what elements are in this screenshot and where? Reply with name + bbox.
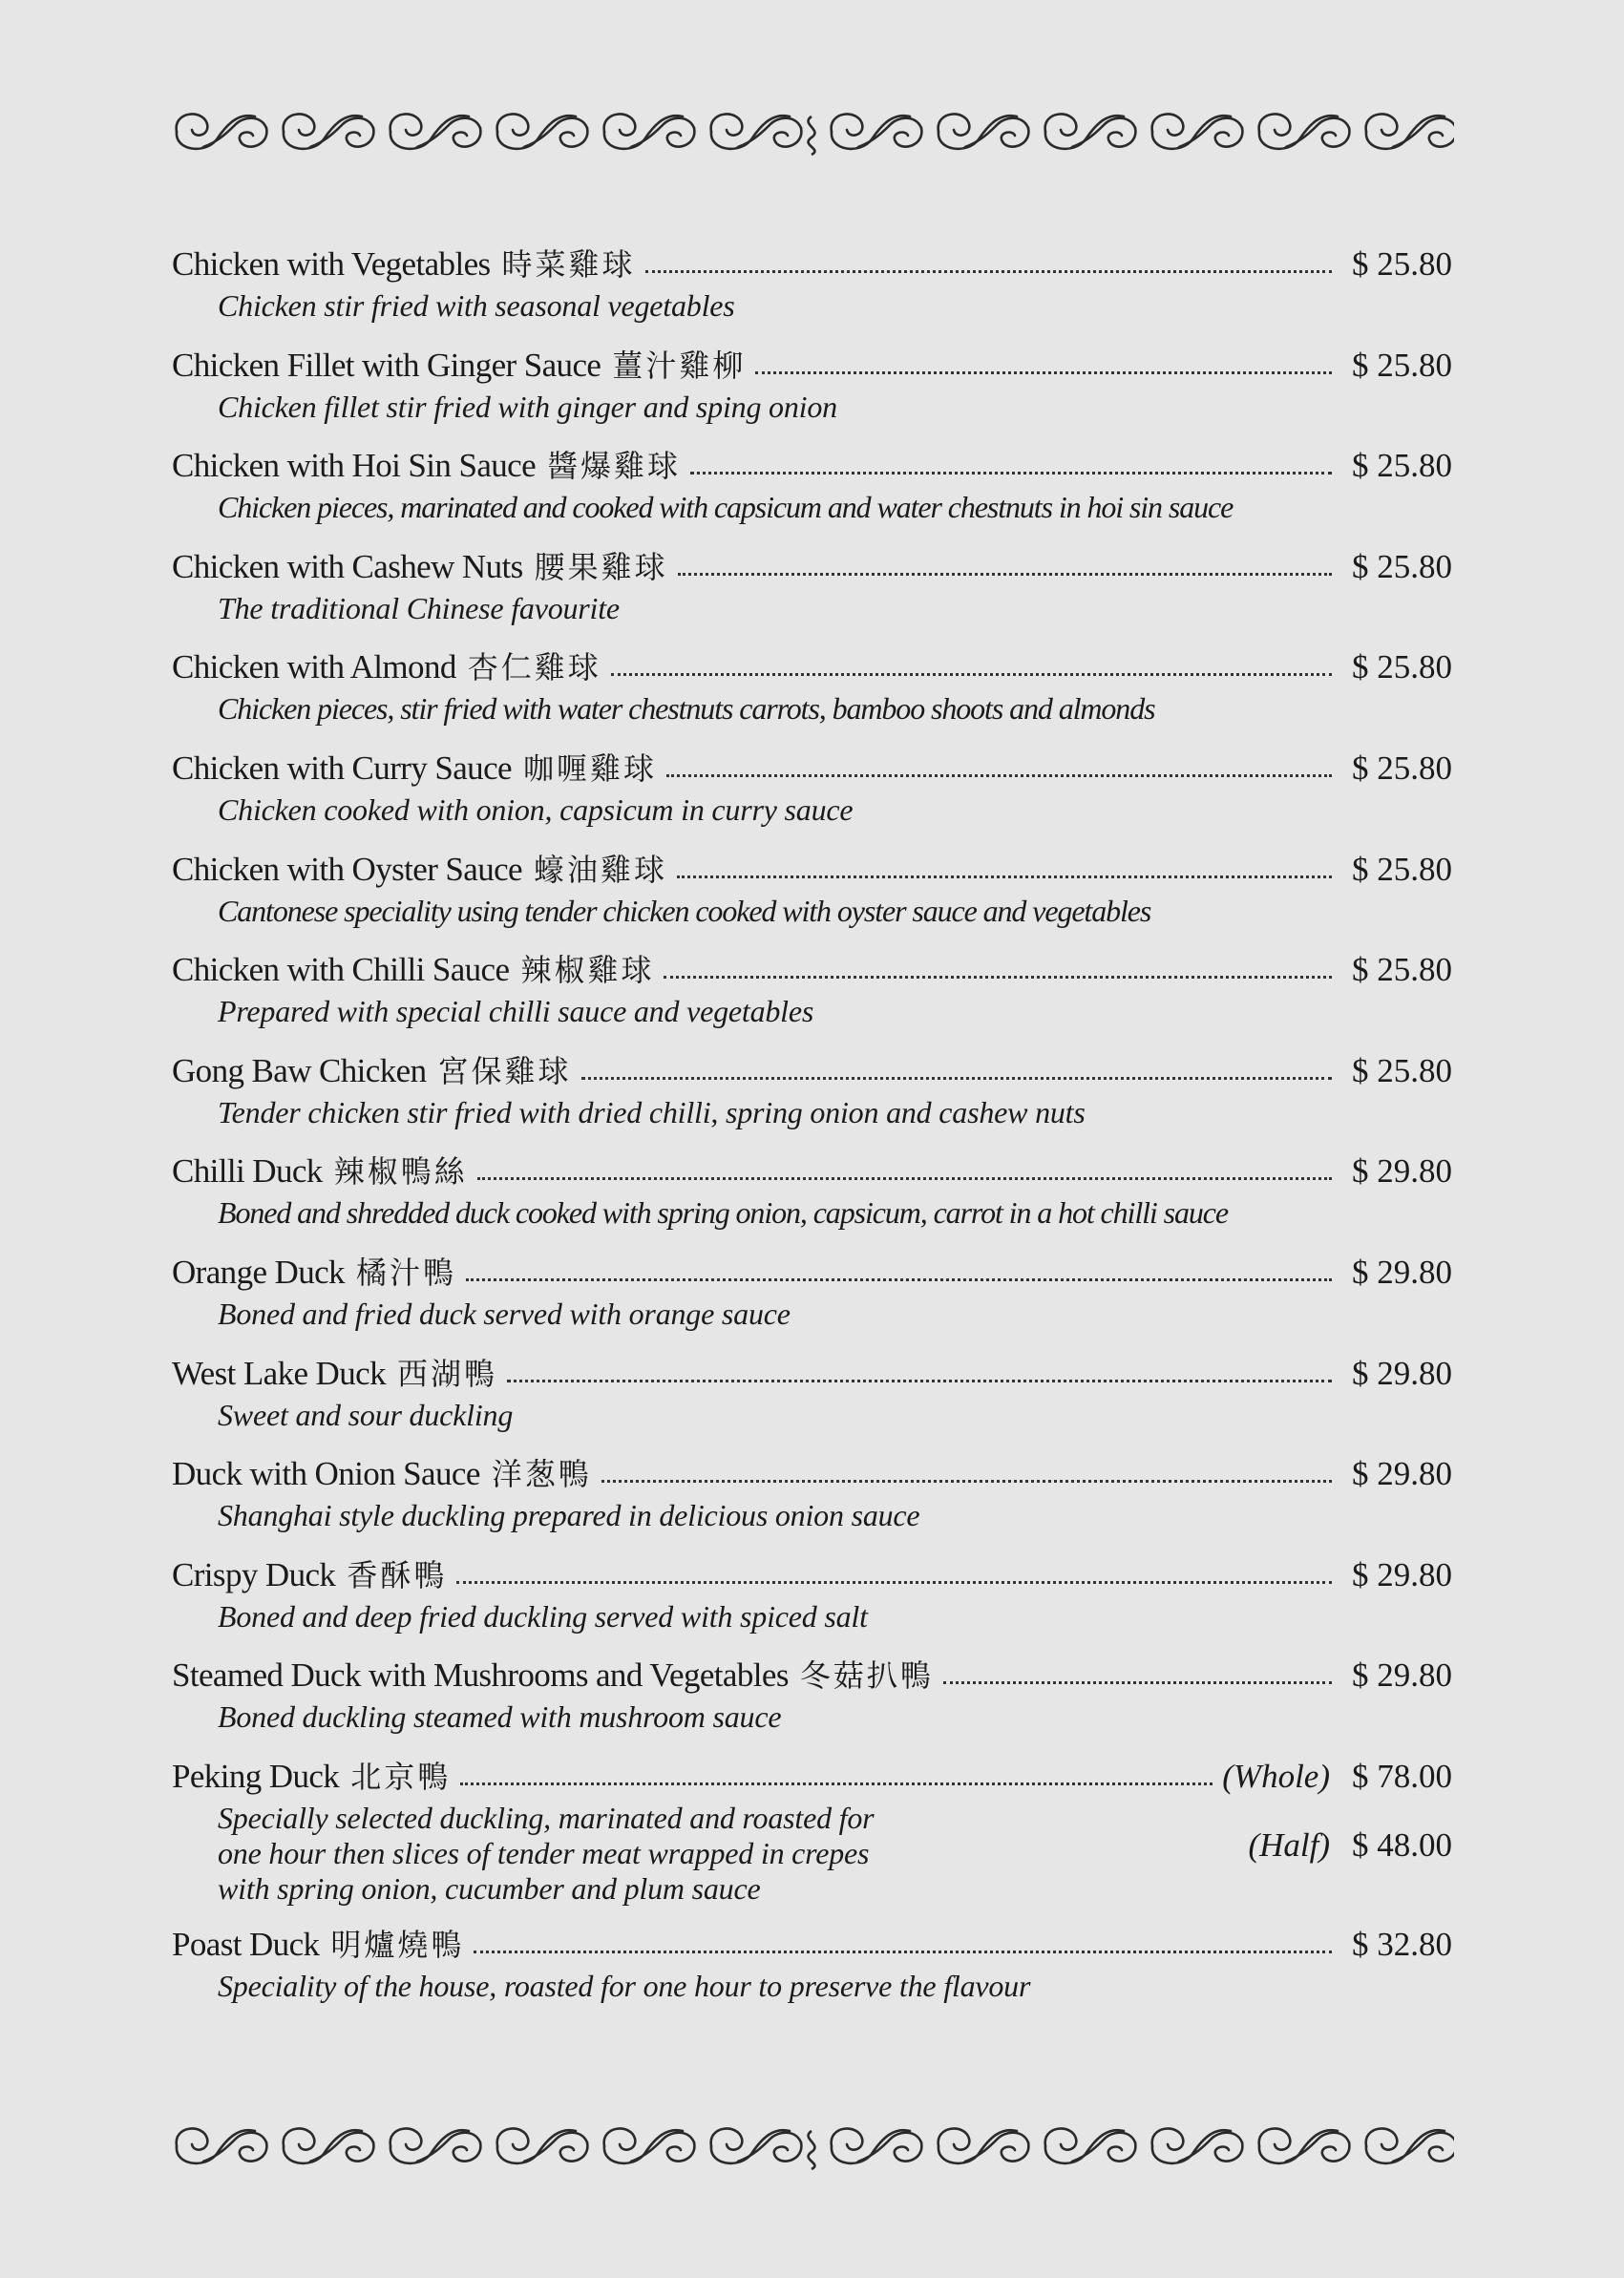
menu-item: [172, 643, 1452, 745]
dot-leader: [678, 569, 1332, 576]
item-name: Duck with Onion Sauce: [172, 1455, 480, 1493]
item-description: Cantonese speciality using tender chicken cooked with oyster sauce and vegetables: [218, 893, 1151, 928]
item-chinese-name: 薑汁雞柳: [612, 347, 747, 384]
item-chinese-name: 辣椒鴨絲: [333, 1153, 468, 1191]
item-description: Boned and shredded duck cooked with spring onion, capsicum, carrot in a hot chilli sauce: [218, 1195, 1228, 1231]
item-chinese-name: 腰果雞球: [534, 548, 668, 585]
item-chinese-name: 辣椒雞球: [520, 952, 655, 989]
menu-item: [172, 946, 1452, 1047]
menu-item: [172, 1148, 1452, 1249]
dot-leader: [666, 770, 1332, 777]
item-price: $ 25.80: [1352, 951, 1452, 989]
item-description: Prepared with special chilli sauce and vegetables: [218, 994, 814, 1029]
item-name: Poast Duck: [172, 1925, 320, 1963]
item-name: Peking Duck: [172, 1757, 340, 1795]
item-chinese-name: 冬菇扒鴨: [799, 1657, 934, 1695]
item-chinese-name: 西湖鴨: [396, 1355, 497, 1392]
item-price-whole: $ 78.00: [1352, 1757, 1452, 1795]
item-price: $ 25.80: [1352, 749, 1452, 787]
dot-leader: [601, 1476, 1332, 1483]
dot-leader: [755, 368, 1332, 374]
item-name: Chicken with Almond: [172, 648, 456, 686]
item-price: $ 29.80: [1352, 1253, 1452, 1291]
menu-item: [172, 342, 1452, 443]
item-description: Speciality of the house, roasted for one hour to preserve the flavour: [218, 1968, 1031, 2003]
item-description: Sweet and sour duckling: [218, 1397, 514, 1432]
item-price: $ 25.80: [1352, 648, 1452, 686]
portion-label-whole: (Whole): [1222, 1757, 1330, 1795]
item-description: Boned duckling steamed with mushroom sauce: [218, 1699, 782, 1735]
item-name: Chicken Fillet with Ginger Sauce: [172, 346, 601, 384]
item-name: Chicken with Hoi Sin Sauce: [172, 447, 537, 485]
item-price: $ 29.80: [1352, 1455, 1452, 1493]
menu-item: [172, 1047, 1452, 1149]
item-chinese-name: 時菜雞球: [501, 246, 636, 283]
item-name: Chicken with Curry Sauce: [172, 749, 512, 787]
item-chinese-name: 明爐燒鴨: [330, 1926, 465, 1963]
dot-leader: [677, 872, 1332, 878]
item-price: $ 25.80: [1352, 245, 1452, 283]
item-description: The traditional Chinese favourite: [218, 590, 620, 625]
item-price: $ 25.80: [1352, 850, 1452, 888]
item-name: Crispy Duck: [172, 1555, 336, 1593]
item-name: Chicken with Vegetables: [172, 245, 491, 283]
item-price: $ 25.80: [1352, 447, 1452, 485]
half-portion-row: [1248, 1822, 1452, 1869]
item-name: Gong Baw Chicken: [172, 1051, 427, 1089]
item-chinese-name: 宮保雞球: [437, 1052, 572, 1089]
description-line: with spring onion, cucumber and plum sauce: [218, 1870, 761, 1906]
item-price: $ 29.80: [1352, 1555, 1452, 1593]
item-chinese-name: 橘汁鴨: [355, 1254, 456, 1291]
menu-item: [172, 1350, 1452, 1451]
item-chinese-name: 香酥鴨: [347, 1556, 448, 1593]
item-price: $ 25.80: [1352, 346, 1452, 384]
description-line: Specially selected duckling, marinated and roasted for: [218, 1800, 875, 1835]
dot-leader: [507, 1376, 1332, 1382]
item-description: Shanghai style duckling prepared in delicious onion sauce: [218, 1498, 920, 1533]
menu-item-peking-duck: [172, 1753, 1452, 1921]
menu-item: [172, 1450, 1452, 1551]
item-description: Tender chicken stir fried with dried chilli, spring onion and cashew nuts: [218, 1094, 1086, 1129]
item-description: Chicken stir fried with seasonal vegetables: [218, 288, 735, 323]
item-price: $ 25.80: [1352, 547, 1452, 585]
item-description: Chicken cooked with onion, capsicum in curry sauce: [218, 791, 854, 827]
item-chinese-name: 咖喱雞球: [522, 749, 657, 787]
scroll-border-ornament-top: [170, 103, 1454, 160]
item-name: Chilli Duck: [172, 1152, 323, 1191]
menu-item: [172, 1551, 1452, 1653]
menu-list: [172, 241, 1452, 2022]
dot-leader: [581, 1073, 1333, 1080]
item-description: Chicken fillet stir fried with ginger and sping onion: [218, 389, 837, 424]
item-description: Chicken pieces, stir fried with water chestnuts carrots, bamboo shoots and almonds: [218, 691, 1155, 727]
menu-item: [172, 543, 1452, 644]
dot-leader: [611, 669, 1332, 676]
item-name: Steamed Duck with Mushrooms and Vegetables: [172, 1656, 789, 1695]
menu-item: [172, 442, 1452, 543]
scroll-border-ornament-bottom: [170, 2118, 1454, 2175]
dot-leader: [456, 1577, 1332, 1584]
item-price: $ 32.80: [1352, 1925, 1452, 1963]
item-name: West Lake Duck: [172, 1354, 386, 1392]
dot-leader: [664, 972, 1332, 979]
item-price: $ 29.80: [1352, 1354, 1452, 1392]
item-price: $ 29.80: [1352, 1152, 1452, 1191]
item-name: Chicken with Oyster Sauce: [172, 850, 522, 888]
dot-leader: [474, 1947, 1332, 1953]
item-description: Chicken pieces, marinated and cooked with capsicum and water chestnuts in hoi sin sauce: [218, 490, 1234, 525]
dot-leader: [690, 468, 1332, 475]
dot-leader: [460, 1779, 1213, 1785]
item-price: $ 25.80: [1352, 1051, 1452, 1089]
menu-item: [172, 1652, 1452, 1753]
dot-leader: [943, 1677, 1332, 1684]
item-description: Boned and fried duck served with orange sauce: [218, 1296, 791, 1331]
description-line: one hour then slices of tender meat wrapped in crepes: [218, 1835, 870, 1870]
item-chinese-name: 北京鴨: [350, 1758, 452, 1795]
item-name: Chicken with Cashew Nuts: [172, 547, 523, 585]
item-description: Boned and deep fried duckling served with spiced salt: [218, 1598, 868, 1634]
item-price: $ 29.80: [1352, 1656, 1452, 1695]
item-name: Chicken with Chilli Sauce: [172, 951, 510, 989]
item-price-half: $ 48.00: [1352, 1825, 1452, 1864]
dot-leader: [477, 1173, 1332, 1180]
portion-label-half: (Half): [1248, 1825, 1330, 1864]
menu-item-roast-duck: [172, 1921, 1452, 2022]
menu-item: [172, 745, 1452, 846]
menu-item: [172, 1249, 1452, 1350]
item-chinese-name: 蠔油雞球: [534, 851, 668, 888]
item-chinese-name: 杏仁雞球: [467, 649, 601, 686]
item-chinese-name: 醬爆雞球: [547, 448, 682, 485]
dot-leader: [466, 1275, 1332, 1281]
item-chinese-name: 洋葱鴨: [491, 1456, 592, 1493]
menu-item: [172, 241, 1452, 342]
item-name: Orange Duck: [172, 1253, 345, 1291]
menu-item: [172, 846, 1452, 947]
dot-leader: [645, 266, 1332, 273]
